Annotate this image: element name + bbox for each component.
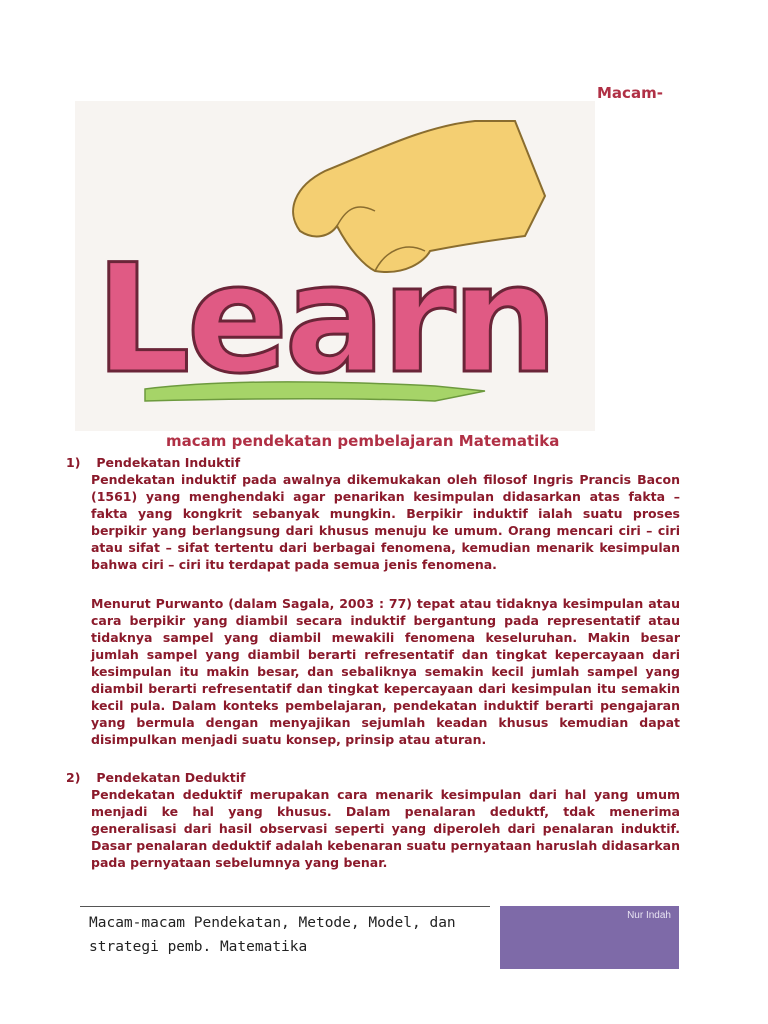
section-number: 2): [66, 770, 81, 785]
section-number: 1): [66, 455, 81, 470]
footer-author: Nur Indah: [627, 910, 671, 921]
footer-divider: [80, 906, 490, 907]
learn-word: Learn: [95, 233, 555, 407]
paragraph-induktif-2: Menurut Purwanto (dalam Sagala, 2003 : 77) tepat atau tidaknya kesimpulan atau cara berpikir yang diambil secara induktif bergantung pada representatif atau tidaknya sampel yang diambil mewakili fenomena keseluruhan. Makin besar jumlah sampel yang diambil berarti refresentatif dan tingkat kepercayaan dari kesimpulan itu makin besar, dan sebaliknya semakin kecil jumlah sampel yang diambil berarti refresentatif dan tingkat kepercayaan dari kesimpulan itu semakin kecil pula. Dalam konteks pembelajaran, pendekatan induktif berarti pengajaran yang bermula dengan menyajikan sejumlah keadan khusus kemudian dapat disimpulkan menjadi suatu konsep, prinsip atau aturan.: [91, 596, 680, 747]
title-part1: Macam-: [597, 84, 663, 102]
footer-line-1: Macam-macam Pendekatan, Metode, Model, dan: [89, 915, 456, 931]
footer-author-box: [500, 906, 679, 969]
footer-document-title: [89, 911, 489, 959]
section-heading-deduktif: [66, 770, 245, 785]
learn-drawing: [75, 101, 595, 431]
section-title: Pendekatan Deduktif: [96, 770, 246, 785]
section-heading-induktif: [66, 455, 240, 470]
footer-line-2: strategi pemb. Matematika: [89, 939, 308, 955]
learn-illustration: [75, 101, 595, 431]
paragraph-induktif-1: Pendekatan induktif pada awalnya dikemukakan oleh filosof Ingris Prancis Bacon (1561) yang menghendaki agar penarikan kesimpulan didasarkan atas fakta – fakta yang kongkrit sebanyak mungkin. Berpikir induktif ialah suatu proses berpikir yang berlangsung dari khusus menuju ke umum. Orang mencari ciri – ciri atau sifat – sifat tertentu dari berbagai fenomena, kemudian menarik kesimpulan bahwa ciri – ciri itu terdapat pada semua jenis fenomena.: [91, 472, 680, 572]
section-title: Pendekatan Induktif: [96, 455, 241, 470]
title-part2: macam pendekatan pembelajaran Matematika: [166, 432, 560, 450]
paragraph-deduktif: Pendekatan deduktif merupakan cara menarik kesimpulan dari hal yang umum menjadi ke hal yang khusus. Dalam penalaran deduktf, tdak menerima generalisasi dari hasil observasi seperti yang diperoleh dari penalaran induktif. Dasar penalaran deduktif adalah kebenaran suatu pernyataan haruslah didasarkan pada pernyataan sebelumnya yang benar.: [91, 787, 680, 870]
